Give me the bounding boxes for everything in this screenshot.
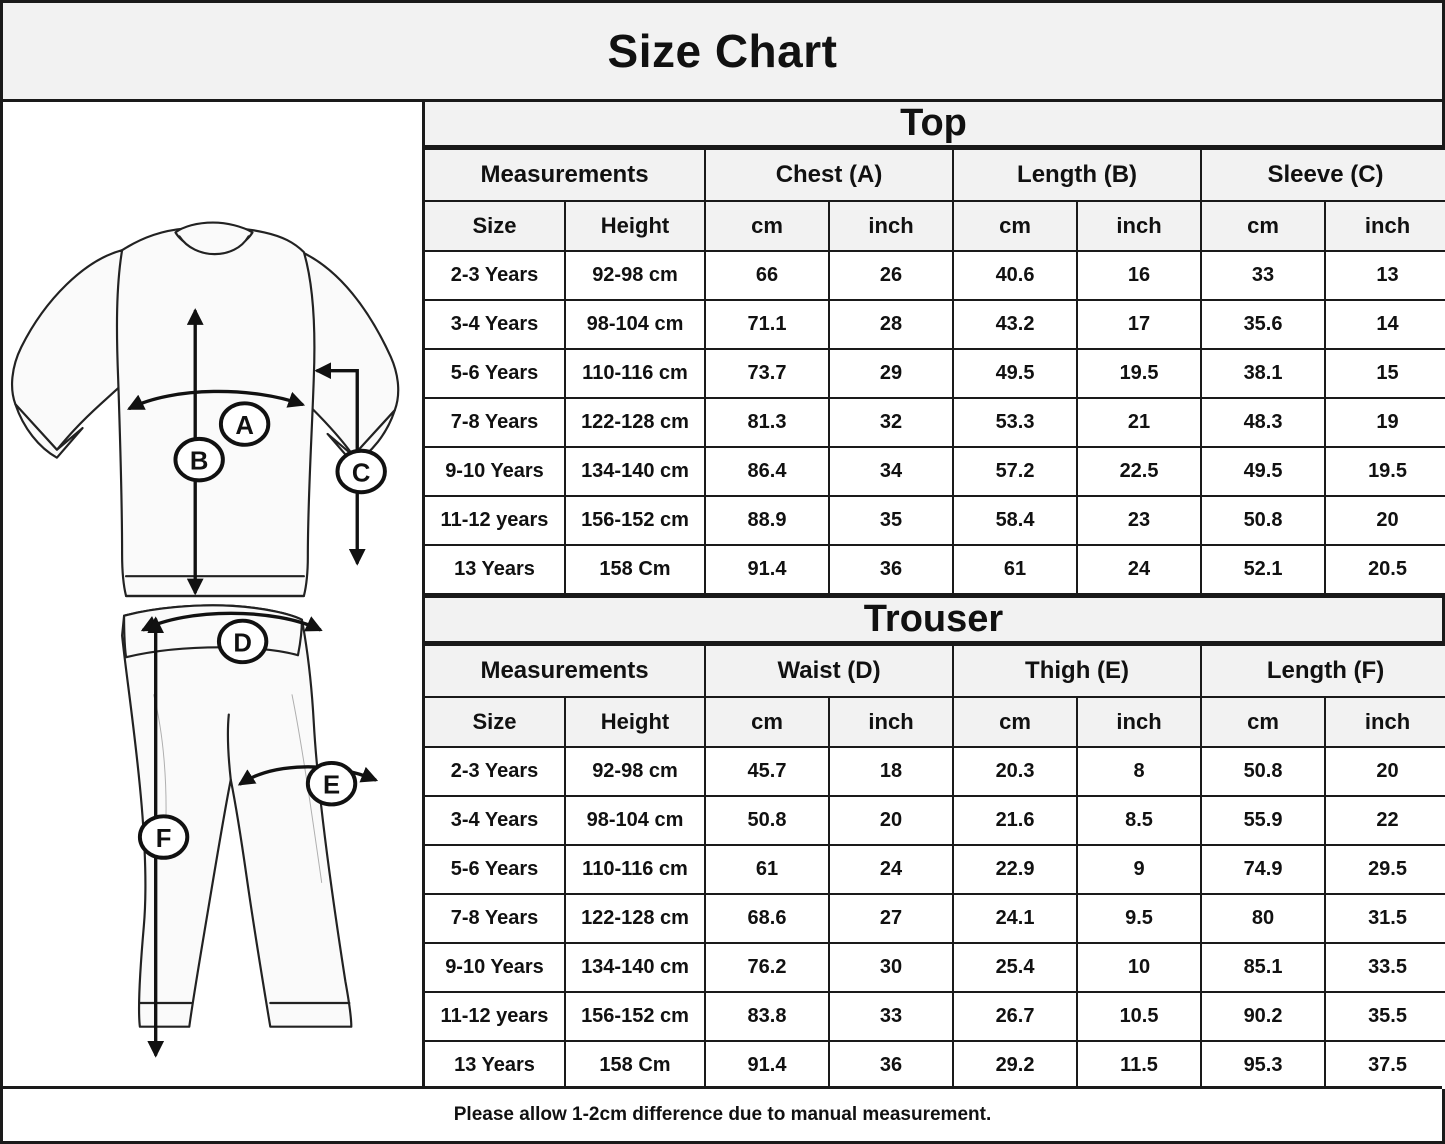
cell-length-inch: 37.5 <box>1325 1041 1445 1090</box>
trouser-thigh-inch-header: inch <box>1077 697 1201 747</box>
trouser-unit-header-row <box>425 697 1445 747</box>
cell-length-inch: 24 <box>1077 545 1201 594</box>
top-chest-cm-header: cm <box>705 201 829 251</box>
top-length-cm-header: cm <box>953 201 1077 251</box>
top-section-label: Top <box>900 102 967 144</box>
cell-height: 98-104 cm <box>565 300 705 349</box>
cell-length-inch: 19.5 <box>1077 349 1201 398</box>
marker-c <box>337 451 384 492</box>
cell-height: 156-152 cm <box>565 496 705 545</box>
cell-size: 2-3 Years <box>425 747 565 796</box>
cell-height: 92-98 cm <box>565 251 705 300</box>
cell-length-cm: 95.3 <box>1201 1041 1325 1090</box>
top-group-header-row <box>425 149 1445 201</box>
top-chest-header: Chest (A) <box>705 149 953 201</box>
trouser-thigh-cm-header: cm <box>953 697 1077 747</box>
cell-sleeve-cm: 50.8 <box>1201 496 1325 545</box>
cell-chest-cm: 91.4 <box>705 545 829 594</box>
marker-f-label: F <box>155 824 172 853</box>
cell-sleeve-cm: 33 <box>1201 251 1325 300</box>
trouser-section-header <box>425 595 1442 644</box>
marker-b <box>175 439 222 480</box>
cell-waist-inch: 33 <box>829 992 953 1041</box>
top-unit-header-row <box>425 201 1445 251</box>
cell-sleeve-cm: 38.1 <box>1201 349 1325 398</box>
cell-waist-inch: 20 <box>829 796 953 845</box>
trouser-section-label: Trouser <box>863 598 1004 640</box>
cell-waist-cm: 91.4 <box>705 1041 829 1090</box>
cell-thigh-inch: 8.5 <box>1077 796 1201 845</box>
cell-chest-inch: 34 <box>829 447 953 496</box>
table-row <box>425 943 1445 992</box>
cell-sleeve-inch: 19.5 <box>1325 447 1445 496</box>
cell-waist-inch: 27 <box>829 894 953 943</box>
cell-height: 158 Cm <box>565 545 705 594</box>
footer-note: Please allow 1-2cm difference due to manual measurement. <box>453 1104 992 1125</box>
cell-length-inch: 20 <box>1325 747 1445 796</box>
cell-chest-inch: 26 <box>829 251 953 300</box>
cell-length-inch: 35.5 <box>1325 992 1445 1041</box>
cell-size: 7-8 Years <box>425 398 565 447</box>
top-sleeve-inch-header: inch <box>1325 201 1445 251</box>
table-row <box>425 349 1445 398</box>
cell-thigh-cm: 22.9 <box>953 845 1077 894</box>
cell-length-inch: 33.5 <box>1325 943 1445 992</box>
cell-chest-inch: 32 <box>829 398 953 447</box>
cell-size: 5-6 Years <box>425 845 565 894</box>
top-length-inch-header: inch <box>1077 201 1201 251</box>
cell-height: 122-128 cm <box>565 398 705 447</box>
marker-c-label: C <box>351 459 371 488</box>
cell-thigh-cm: 26.7 <box>953 992 1077 1041</box>
cell-thigh-cm: 24.1 <box>953 894 1077 943</box>
cell-sleeve-cm: 35.6 <box>1201 300 1325 349</box>
cell-chest-cm: 66 <box>705 251 829 300</box>
cell-thigh-inch: 9.5 <box>1077 894 1201 943</box>
cell-waist-cm: 45.7 <box>705 747 829 796</box>
trouser-measurements-header: Measurements <box>425 645 705 697</box>
trouser-group-header-row <box>425 645 1445 697</box>
top-measurements-header: Measurements <box>425 149 705 201</box>
cell-height: 110-116 cm <box>565 349 705 398</box>
top-size-header: Size <box>425 201 565 251</box>
cell-thigh-inch: 10 <box>1077 943 1201 992</box>
trouser-length-cm-header: cm <box>1201 697 1325 747</box>
cell-waist-cm: 76.2 <box>705 943 829 992</box>
trouser-waist-header: Waist (D) <box>705 645 953 697</box>
marker-a-label: A <box>235 411 254 440</box>
cell-thigh-inch: 10.5 <box>1077 992 1201 1041</box>
marker-f <box>140 816 187 857</box>
top-chest-inch-header: inch <box>829 201 953 251</box>
cell-chest-cm: 71.1 <box>705 300 829 349</box>
cell-length-cm: 40.6 <box>953 251 1077 300</box>
table-row <box>425 300 1445 349</box>
cell-sleeve-cm: 49.5 <box>1201 447 1325 496</box>
cell-thigh-cm: 25.4 <box>953 943 1077 992</box>
trouser-size-header: Size <box>425 697 565 747</box>
cell-size: 9-10 Years <box>425 943 565 992</box>
cell-thigh-cm: 20.3 <box>953 747 1077 796</box>
cell-chest-inch: 35 <box>829 496 953 545</box>
marker-e-label: E <box>322 771 341 800</box>
cell-height: 156-152 cm <box>565 992 705 1041</box>
tables-panel <box>425 102 1442 1086</box>
table-row <box>425 251 1445 300</box>
marker-d <box>219 621 266 662</box>
cell-size: 11-12 years <box>425 496 565 545</box>
cell-sleeve-cm: 52.1 <box>1201 545 1325 594</box>
cell-size: 9-10 Years <box>425 447 565 496</box>
marker-d-label: D <box>233 629 252 658</box>
cell-chest-cm: 81.3 <box>705 398 829 447</box>
cell-size: 5-6 Years <box>425 349 565 398</box>
cell-length-cm: 85.1 <box>1201 943 1325 992</box>
trouser-size-table <box>425 644 1445 1091</box>
garment-illustration <box>3 102 425 1086</box>
cell-size: 2-3 Years <box>425 251 565 300</box>
cell-thigh-inch: 11.5 <box>1077 1041 1201 1090</box>
cell-waist-cm: 68.6 <box>705 894 829 943</box>
cell-thigh-inch: 8 <box>1077 747 1201 796</box>
table-row <box>425 496 1445 545</box>
trouser-waist-inch-header: inch <box>829 697 953 747</box>
cell-length-cm: 90.2 <box>1201 992 1325 1041</box>
top-size-table <box>425 148 1445 595</box>
cell-length-cm: 74.9 <box>1201 845 1325 894</box>
cell-length-cm: 50.8 <box>1201 747 1325 796</box>
marker-e <box>308 763 355 804</box>
table-row <box>425 1041 1445 1090</box>
trouser-height-header: Height <box>565 697 705 747</box>
cell-sleeve-inch: 14 <box>1325 300 1445 349</box>
cell-length-cm: 61 <box>953 545 1077 594</box>
cell-length-inch: 17 <box>1077 300 1201 349</box>
cell-waist-inch: 30 <box>829 943 953 992</box>
cell-height: 98-104 cm <box>565 796 705 845</box>
cell-length-cm: 80 <box>1201 894 1325 943</box>
chart-body <box>3 102 1442 1086</box>
trouser-waist-cm-header: cm <box>705 697 829 747</box>
cell-size: 13 Years <box>425 1041 565 1090</box>
marker-b-label: B <box>189 447 209 476</box>
table-row <box>425 545 1445 594</box>
cell-length-inch: 16 <box>1077 251 1201 300</box>
cell-length-inch: 22 <box>1325 796 1445 845</box>
marker-a <box>221 403 268 444</box>
chart-title-bar <box>3 3 1442 102</box>
cell-waist-cm: 83.8 <box>705 992 829 1041</box>
table-row <box>425 894 1445 943</box>
cell-length-inch: 22.5 <box>1077 447 1201 496</box>
pyjama-diagram-svg <box>3 102 422 1086</box>
cell-thigh-cm: 21.6 <box>953 796 1077 845</box>
cell-waist-inch: 18 <box>829 747 953 796</box>
top-height-header: Height <box>565 201 705 251</box>
cell-chest-cm: 86.4 <box>705 447 829 496</box>
cell-length-inch: 21 <box>1077 398 1201 447</box>
trouser-thigh-header: Thigh (E) <box>953 645 1201 697</box>
table-row <box>425 747 1445 796</box>
cell-waist-inch: 24 <box>829 845 953 894</box>
cell-chest-cm: 88.9 <box>705 496 829 545</box>
top-sleeve-header: Sleeve (C) <box>1201 149 1445 201</box>
cell-sleeve-inch: 20.5 <box>1325 545 1445 594</box>
cell-sleeve-inch: 13 <box>1325 251 1445 300</box>
cell-size: 11-12 years <box>425 992 565 1041</box>
cell-size: 7-8 Years <box>425 894 565 943</box>
cell-height: 92-98 cm <box>565 747 705 796</box>
cell-sleeve-inch: 19 <box>1325 398 1445 447</box>
table-row <box>425 796 1445 845</box>
cell-chest-inch: 36 <box>829 545 953 594</box>
cell-height: 122-128 cm <box>565 894 705 943</box>
cell-length-cm: 58.4 <box>953 496 1077 545</box>
cell-length-cm: 57.2 <box>953 447 1077 496</box>
cell-height: 110-116 cm <box>565 845 705 894</box>
cell-thigh-inch: 9 <box>1077 845 1201 894</box>
cell-length-inch: 31.5 <box>1325 894 1445 943</box>
cell-length-inch: 23 <box>1077 496 1201 545</box>
cell-chest-inch: 28 <box>829 300 953 349</box>
cell-chest-inch: 29 <box>829 349 953 398</box>
page-title: Size Chart <box>607 25 838 77</box>
cell-size: 3-4 Years <box>425 300 565 349</box>
cell-length-cm: 55.9 <box>1201 796 1325 845</box>
trouser-length-header: Length (F) <box>1201 645 1445 697</box>
cell-waist-cm: 61 <box>705 845 829 894</box>
trouser-length-inch-header: inch <box>1325 697 1445 747</box>
cell-length-cm: 53.3 <box>953 398 1077 447</box>
cell-sleeve-cm: 48.3 <box>1201 398 1325 447</box>
table-row <box>425 845 1445 894</box>
top-sleeve-cm-header: cm <box>1201 201 1325 251</box>
cell-height: 134-140 cm <box>565 447 705 496</box>
cell-sleeve-inch: 15 <box>1325 349 1445 398</box>
cell-length-cm: 43.2 <box>953 300 1077 349</box>
cell-size: 3-4 Years <box>425 796 565 845</box>
cell-waist-inch: 36 <box>829 1041 953 1090</box>
cell-thigh-cm: 29.2 <box>953 1041 1077 1090</box>
cell-height: 158 Cm <box>565 1041 705 1090</box>
cell-length-cm: 49.5 <box>953 349 1077 398</box>
table-row <box>425 398 1445 447</box>
footer-note-bar <box>3 1086 1442 1141</box>
cell-length-inch: 29.5 <box>1325 845 1445 894</box>
table-row <box>425 447 1445 496</box>
top-section-header <box>425 102 1442 148</box>
table-row <box>425 992 1445 1041</box>
cell-sleeve-inch: 20 <box>1325 496 1445 545</box>
cell-height: 134-140 cm <box>565 943 705 992</box>
cell-chest-cm: 73.7 <box>705 349 829 398</box>
cell-size: 13 Years <box>425 545 565 594</box>
cell-waist-cm: 50.8 <box>705 796 829 845</box>
top-length-header: Length (B) <box>953 149 1201 201</box>
